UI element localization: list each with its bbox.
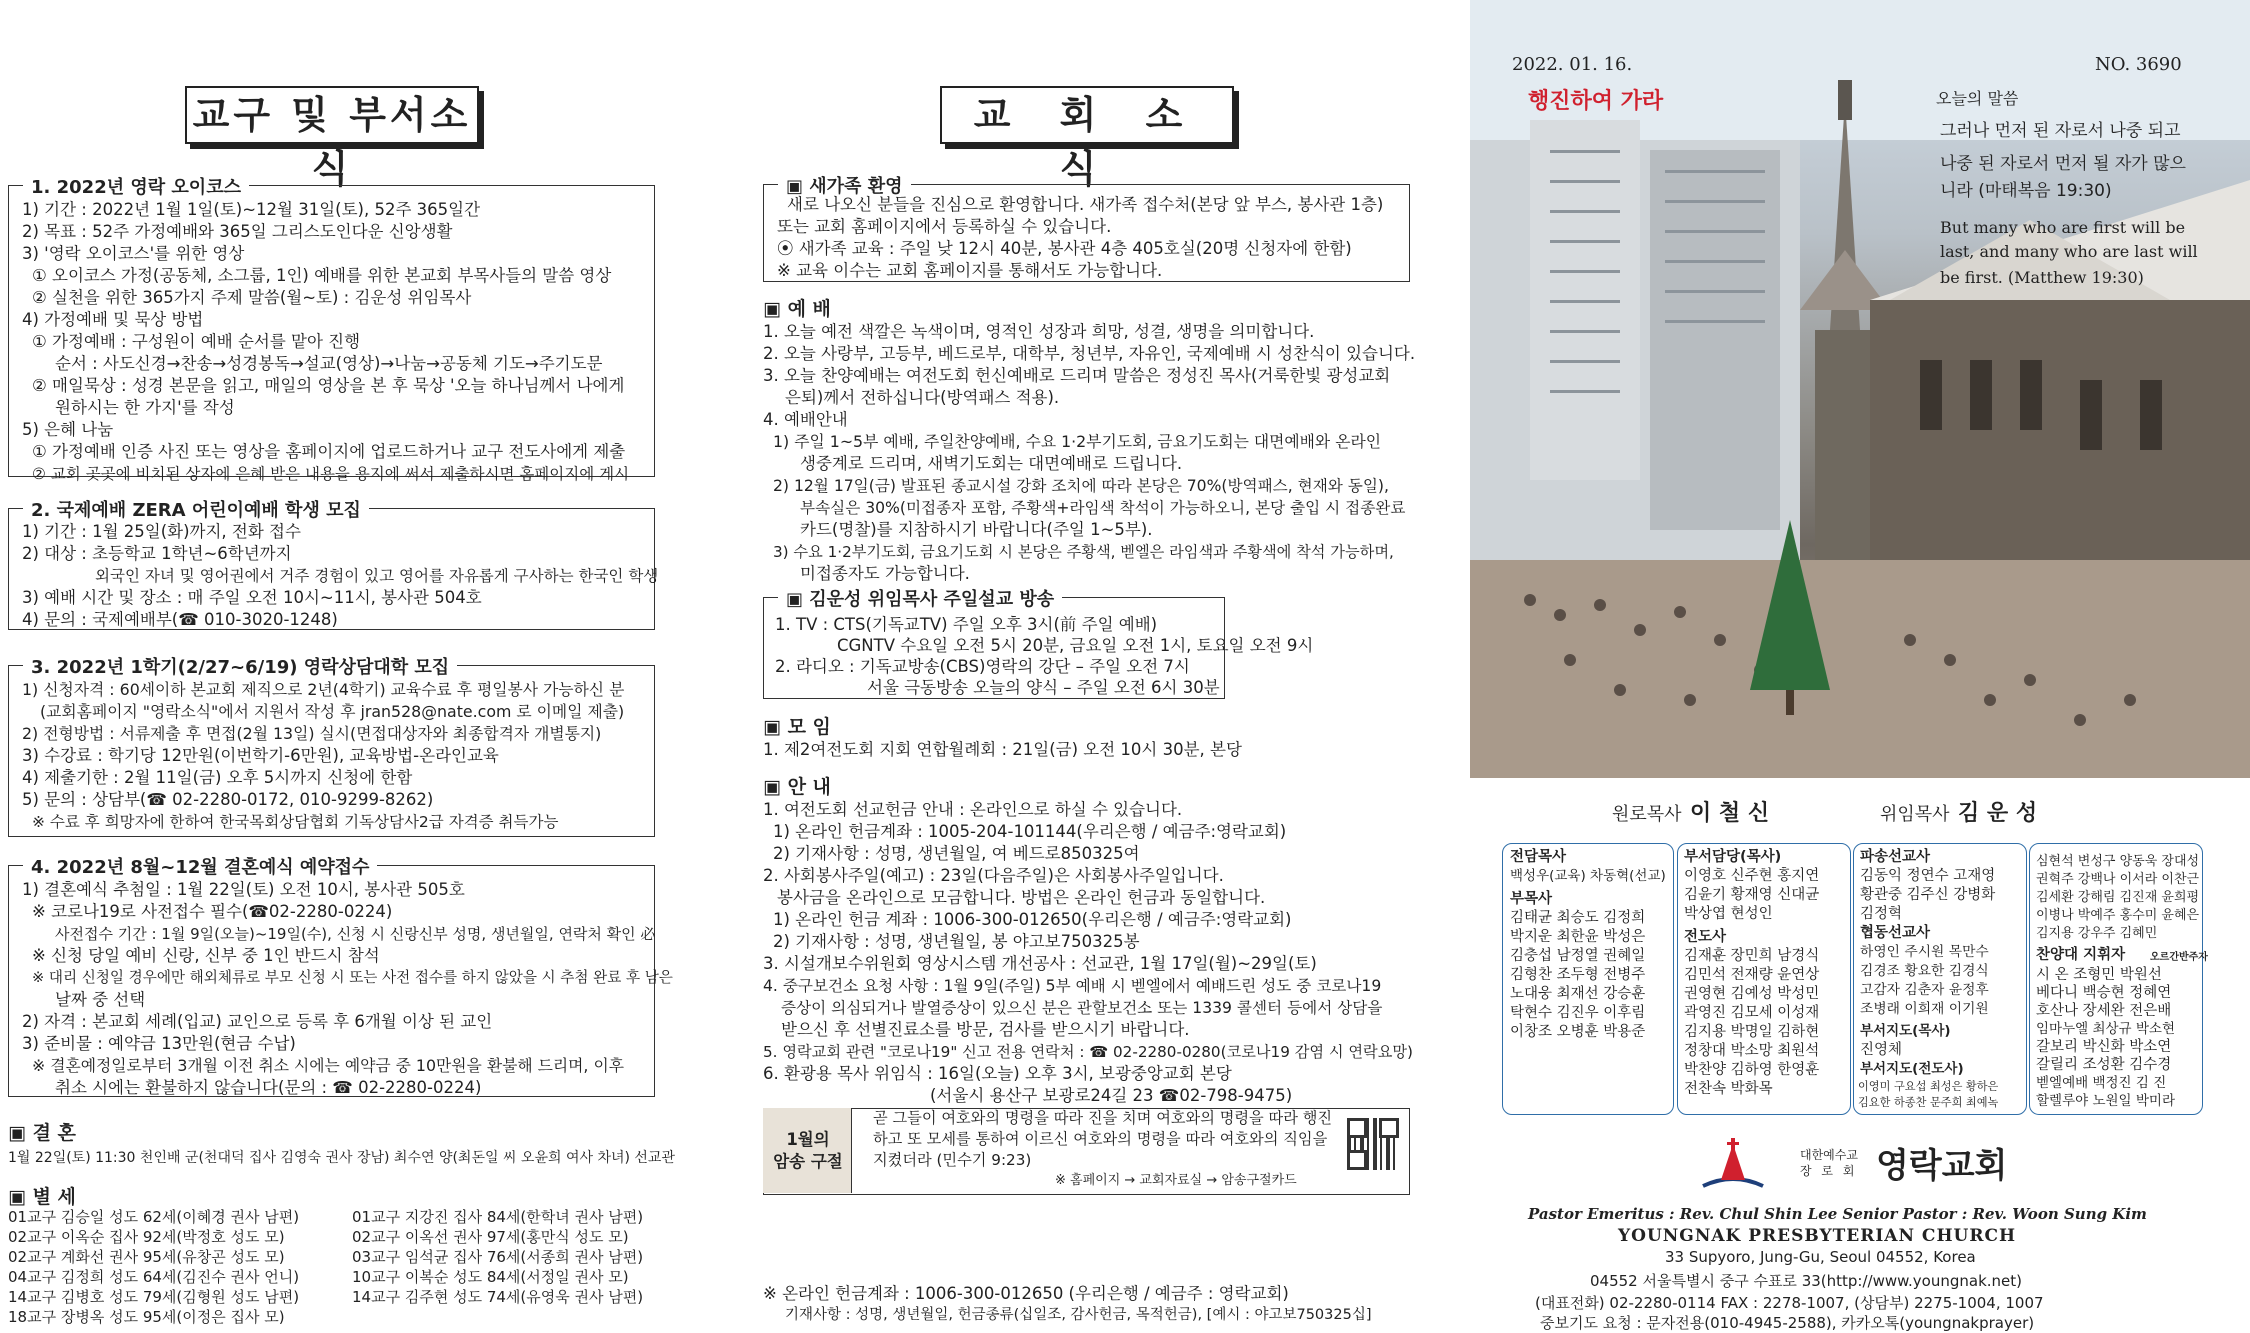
notice-line: 3. 시설개보수위원회 영상시스템 개선공사 : 선교관, 1월 17일(월)~29일(토) xyxy=(763,954,1317,973)
church-logo xyxy=(1698,1136,1768,1192)
oikos-line: ② 교회 곳곳에 비치된 상자에 은혜 받은 내용을 용지에 써서 제출하시면 홈페이지에 게시 xyxy=(32,465,630,483)
oikos-line: 4) 가정예배 및 묵상 방법 xyxy=(22,310,204,329)
staff-line: 김형찬 조두형 전병주 xyxy=(1510,967,1646,983)
staff-line: 전찬속 박화목 xyxy=(1684,1081,1773,1097)
church-illustration xyxy=(1470,0,2250,778)
staff-line: 벧엘예배 백정진 김 진 xyxy=(2036,1075,2167,1091)
counsel-line: 1) 신청자격 : 60세이하 본교회 제직으로 2년(4학기) 교육수료 후 평일봉사 가능하신 분 xyxy=(22,680,625,699)
oikos-line: ① 가정예배 인증 사진 또는 영상을 홈페이지에 업로드하거나 교구 전도사에게 제출 xyxy=(32,442,626,461)
obituary-item: 02교구 계화선 권사 95세(유창곤 성도 모) xyxy=(8,1248,285,1266)
staff-line: 노대웅 최재선 강승훈 xyxy=(1510,986,1646,1002)
staff-line: 김윤기 황재영 신대균 xyxy=(1684,887,1820,903)
oikos-line: 1) 기간 : 2022년 1월 1일(토)~12월 31일(토), 52주 365일간 xyxy=(22,200,481,219)
staff-line: 박상엽 현성인 xyxy=(1684,906,1773,922)
notice-heading: ▣ 안 내 xyxy=(763,772,831,799)
wedding-line: 1월 22일(토) 11:30 천인배 군(천대덕 집사 김영숙 권사 장남) 최수연 양(최돈일 씨 오윤희 여사 차녀) 선교관 xyxy=(8,1150,675,1166)
staff-line: 이영호 신주현 홍지연 xyxy=(1684,868,1820,884)
welcome-line: 새로 나오신 분들을 진심으로 환영합니다. 새가족 접수처(본당 앞 부스, 봉사관 1층) xyxy=(787,195,1384,214)
memory-verse-line: 하고 또 모세를 통하여 이르신 여호와의 명령을 따라 여호와의 직임을 xyxy=(873,1130,1328,1148)
wedding-reserve-line: 3) 준비물 : 예약금 13만원(현금 수납) xyxy=(22,1034,296,1053)
staff-line: 김지용 박명일 김하현 xyxy=(1684,1024,1820,1040)
counsel-line: ※ 수료 후 희망자에 한하여 한국목회상담협회 기독상담사2급 자격증 취득가능 xyxy=(32,813,559,831)
staff-line: 박지운 최한윤 박성은 xyxy=(1510,929,1646,945)
staff-title: 부서담당(목사) xyxy=(1684,849,1782,865)
contact-phones: (대표전화) 02-2280-0114 FAX : 2278-1007, (상담부) 2275-1004, 1007 xyxy=(1535,1294,2044,1312)
staff-line: 권혁주 강백나 이서라 이찬근 xyxy=(2036,872,2200,887)
notice-line: 1) 온라인 헌금 계좌 : 1006-300-012650(우리은행 / 예금주:영락교회) xyxy=(773,910,1292,929)
staff-line: 권영현 김예성 박성민 xyxy=(1684,986,1820,1002)
worship-line: 생중계로 드리며, 새벽기도회는 대면예배로 드립니다. xyxy=(800,454,1183,473)
welcome-line: 또는 교회 홈페이지에서 등록하실 수 있습니다. xyxy=(777,217,1112,236)
staff-line: 백성우(교육) 차동혁(선교) xyxy=(1510,868,1666,884)
staff-title: 파송선교사 xyxy=(1860,849,1931,865)
staff-line: 고감자 김춘자 윤정후 xyxy=(1860,982,1989,998)
qr-corner xyxy=(1347,1118,1367,1138)
offering-note: 기재사항 : 성명, 생년월일, 헌금종류(십일조, 감사헌금, 목적헌금), [예시 : 야고보750325십] xyxy=(785,1307,1372,1323)
worship-line: 3. 오늘 찬양예배는 여전도회 헌신예배로 드리며 말씀은 정성진 목사(거룩한빛 광성교회 xyxy=(763,366,1391,385)
memory-verse-line: 곧 그들이 여호와의 명령을 따라 진을 치며 여호와의 명령을 따라 행진 xyxy=(873,1109,1333,1127)
obituary-item: 02교구 이옥선 권사 97세(홍만식 성도 모) xyxy=(352,1228,629,1246)
zera-line: 3) 예배 시간 및 장소 : 매 주일 오전 10시~11시, 봉사관 504호 xyxy=(22,588,482,607)
obituary-item: 14교구 김주현 성도 74세(유영욱 권사 남편) xyxy=(352,1288,644,1306)
counsel-line: (교회홈페이지 "영락소식"에서 지원서 작성 후 jran528@nate.com 로 이메일 제출) xyxy=(40,702,625,721)
worship-line: 3) 수요 1·2부기도회, 금요기도회 시 본당은 주황색, 벧엘은 라임색과 주황색에 착석 가능하며, xyxy=(773,543,1394,561)
staff-line: 조병래 이희재 이기원 xyxy=(1860,1001,1989,1017)
notice-line: 2) 기재사항 : 성명, 생년월일, 봉 야고보750325봉 xyxy=(773,932,1140,951)
memory-verse-label: 1월의 xyxy=(786,1130,830,1149)
pastor-emeritus-name: 이 철 신 xyxy=(1690,801,1770,826)
worship-line: 은퇴)께서 전하십니다(방역패스 적용). xyxy=(785,388,1060,407)
memory-verse-line: 지켰더라 (민수기 9:23) xyxy=(873,1151,1032,1169)
meeting-heading: ▣ 모 임 xyxy=(763,712,831,739)
staff-line: 김정혁 xyxy=(1860,906,1903,922)
meeting-line: 1. 제2여전도회 지회 연합월례회 : 21일(금) 오전 10시 30분, 본당 xyxy=(763,740,1242,759)
wedding-heading: ▣ 결 혼 xyxy=(8,1118,76,1145)
staff-line: 김태균 최승도 김정희 xyxy=(1510,910,1646,926)
notice-line: 1. 여전도회 선교헌금 안내 : 온라인으로 하실 수 있습니다. xyxy=(763,800,1183,819)
staff-title: 오르간반주자 xyxy=(2150,952,2208,963)
worship-line: 1) 주일 1~5부 예배, 주일찬양예배, 수요 1·2부기도회, 금요기도회는 대면예배와 온라인 xyxy=(773,432,1381,451)
wedding-reserve-line: ※ 대리 신청일 경우에만 해외체류로 부모 신청 시 또는 사전 접수를 하지 않았을 시 추첨 완료 후 남은 xyxy=(32,969,673,986)
obituary-item: 18교구 장병옥 성도 95세(이정은 집사 모) xyxy=(8,1308,285,1326)
memory-verse-label: 암송 구절 xyxy=(773,1152,843,1171)
worship-line: 1. 오늘 예전 색깔은 녹색이며, 영적인 성장과 희망, 성결, 생명을 의미합니다. xyxy=(763,322,1315,341)
staff-title: 찬양대 지휘자 xyxy=(2036,947,2126,963)
wedding-reserve-line: ※ 신청 당일 예비 신랑, 신부 중 1인 반드시 참석 xyxy=(32,946,380,965)
denomination-label: 장 로 회 xyxy=(1800,1164,1858,1178)
church-logo-icon xyxy=(1698,1136,1768,1192)
zera-line: 4) 문의 : 국제예배부(☎ 010-3020-1248) xyxy=(22,610,338,629)
staff-line: 황관중 김주신 강병화 xyxy=(1860,887,1996,903)
notice-line: 받으신 후 선별진료소를 방문, 검사를 받으시기 바랍니다. xyxy=(781,1020,1190,1039)
staff-line: 이영미 구요섭 최성은 황하은 xyxy=(1858,1080,1999,1093)
sermon-title: 행진하여 가라 xyxy=(1528,89,1664,114)
wedding-reserve-line: ※ 코로나19로 사전접수 필수(☎02-2280-0224) xyxy=(32,902,393,921)
zera-line: 1) 기간 : 1월 25일(화)까지, 전화 접수 xyxy=(22,522,301,541)
bulletin-number: NO. 3690 xyxy=(2095,54,2182,75)
staff-line: 김요한 하종찬 문주희 최예녹 xyxy=(1858,1096,1999,1109)
staff-line: 갈보리 박신화 박소연 xyxy=(2036,1039,2172,1055)
broadcast-heading: ▣ 김운성 위임목사 주일설교 방송 xyxy=(778,585,1062,611)
obituary-item: 10교구 이복순 성도 84세(서정일 권사 모) xyxy=(352,1268,629,1286)
counsel-line: 5) 문의 : 상담부(☎ 02-2280-0172, 010-9299-8262) xyxy=(22,790,434,809)
staff-line: 하영인 주시원 목만수 xyxy=(1860,944,1989,960)
verse-en-line: last, and many who are last will xyxy=(1940,242,2198,261)
left-column xyxy=(0,0,675,1330)
obituary-item: 01교구 지강진 집사 84세(한학녀 권사 남편) xyxy=(352,1208,644,1226)
staff-line: 김세환 강해림 김진재 윤희평 xyxy=(2036,890,2200,905)
prayer-request: 중보기도 요청 : 문자전용(010-4945-2588), 카카오톡(youngnakprayer) xyxy=(1540,1314,2035,1332)
wedding-reserve-line: 2) 자격 : 본교회 세례(입교) 교인으로 등록 후 6개월 이상 된 교인 xyxy=(22,1012,493,1031)
zera-line: 외국인 자녀 및 영어권에서 거주 경험이 있고 영어를 자유롭게 구사하는 한국인 학생 xyxy=(95,567,659,585)
worship-line: 미접종자도 가능합니다. xyxy=(800,564,970,583)
staff-line: 베다니 백승현 정혜연 xyxy=(2036,985,2172,1001)
wedding-reserve-line: 날짜 중 선택 xyxy=(55,990,146,1009)
staff-line: 심현석 변성구 양동욱 장대성 xyxy=(2036,854,2200,869)
staff-line: 호산나 장세완 전은배 xyxy=(2036,1003,2172,1019)
qr-corner xyxy=(1347,1150,1367,1170)
zera-line: 2) 대상 : 초등학교 1학년~6학년까지 xyxy=(22,544,292,563)
obituary-item: 03교구 임석균 집사 76세(서종희 권사 남편) xyxy=(352,1248,644,1266)
staff-line: 갈릴리 조성환 김수경 xyxy=(2036,1057,2172,1073)
staff-line: 정창대 박소망 최원석 xyxy=(1684,1043,1820,1059)
qr-code[interactable] xyxy=(1347,1118,1399,1170)
broadcast-line: 2. 라디오 : 기독교방송(CBS)영락의 강단 – 주일 오전 7시 xyxy=(775,657,1190,676)
korean-address: 04552 서울특별시 중구 수표로 33(http://www.youngnak.net) xyxy=(1590,1272,2022,1290)
notice-line: 4. 중구보건소 요청 사항 : 1월 9일(주일) 5부 예배 시 벧엘에서 예배드린 성도 중 코로나19 xyxy=(763,977,1382,995)
wedding-reserve-heading: 4. 2022년 8월~12월 결혼예식 예약접수 xyxy=(23,853,377,879)
obituary-item: 04교구 김정희 성도 64세(김진수 권사 언니) xyxy=(8,1268,300,1286)
church-name: 영락교회 xyxy=(1876,1146,2008,1186)
worship-line: 2) 12월 17일(금) 발표된 종교시설 강화 조치에 따라 본당은 70%(방역패스, 현재와 동일), xyxy=(773,477,1389,495)
welcome-line: ⦿ 새가족 교육 : 주일 낮 12시 40분, 봉사관 4층 405호실(20명 신청자에 한함) xyxy=(777,239,1352,258)
english-address: 33 Supyoro, Jung-Gu, Seoul 04552, Korea xyxy=(1665,1248,1976,1266)
staff-line: 김민석 전재량 윤연상 xyxy=(1684,967,1820,983)
church-photo xyxy=(1470,0,2250,778)
staff-line: 김동익 정연수 고재영 xyxy=(1860,868,1996,884)
senior-pastor-label: 위임목사 xyxy=(1880,804,1950,825)
worship-line: 2. 오늘 사랑부, 고등부, 베드로부, 대학부, 청년부, 자유인, 국제예배 시 성찬식이 있습니다. xyxy=(763,344,1416,363)
broadcast-line: 1. TV : CTS(기독교TV) 주일 오후 3시(前 주일 예배) xyxy=(775,615,1158,634)
oikos-line: ① 오이코스 가정(공동체, 소그룹, 1인) 예배를 위한 본교회 부목사들의 말씀 영상 xyxy=(32,266,612,285)
staff-line: 이창조 오병훈 박용준 xyxy=(1510,1024,1646,1040)
english-pastors: Pastor Emeritus : Rev. Chul Shin Lee Senior Pastor : Rev. Woon Sung Kim xyxy=(1528,1205,2147,1223)
verse-ko-line: 그러나 먼저 된 자로서 나중 되고 xyxy=(1940,121,2181,141)
word-label: 오늘의 말씀 xyxy=(1936,89,2019,108)
notice-line: 5. 영락교회 관련 "코로나19" 신고 전용 연락처 : ☎ 02-2280-0280(코로나19 감염 시 연락요망) xyxy=(763,1043,1413,1061)
bulletin-date: 2022. 01. 16. xyxy=(1512,54,1633,75)
verse-ko-line: 나중 된 자로서 먼저 될 자가 많으 xyxy=(1940,154,2186,174)
oikos-line: 2) 목표 : 52주 가정예배와 365일 그리스도인다운 신앙생활 xyxy=(22,222,453,241)
staff-line: 곽영진 김모세 이성재 xyxy=(1684,1005,1820,1021)
worship-line: 카드(명찰)를 지참하시기 바랍니다(주일 1~5부). xyxy=(800,520,1153,539)
oikos-heading: 1. 2022년 영락 오이코스 xyxy=(23,173,249,199)
staff-title: 전도사 xyxy=(1684,929,1727,945)
staff-line: 임마누엘 최상규 박소현 xyxy=(2036,1021,2175,1037)
senior-pastor-name: 김 운 성 xyxy=(1958,801,2038,826)
memory-verse-footer: ※ 홈페이지 → 교회자료실 → 암송구절카드 xyxy=(1055,1173,1297,1188)
notice-line: 6. 환광용 목사 위임식 : 16일(오늘) 오후 3시, 보광중앙교회 본당 xyxy=(763,1064,1232,1083)
left-title: 교구 및 부서소식 xyxy=(185,86,479,144)
notice-line: 1) 온라인 헌금계좌 : 1005-204-101144(우리은행 / 예금주:영락교회) xyxy=(773,822,1287,841)
counsel-heading: 3. 2022년 1학기(2/27~6/19) 영락상담대학 모집 xyxy=(23,653,457,679)
oikos-line: 5) 은혜 나눔 xyxy=(22,420,114,439)
staff-title: 부서지도(목사) xyxy=(1860,1023,1951,1039)
welcome-line: ※ 교육 이수는 교회 홈페이지를 통해서도 가능합니다. xyxy=(777,261,1163,280)
staff-line: 할렐루야 노원일 박미라 xyxy=(2036,1093,2175,1109)
broadcast-line: 서울 극동방송 오늘의 양식 – 주일 오전 6시 30분 xyxy=(867,678,1220,697)
counsel-line: 2) 전형방법 : 서류제출 후 면접(2월 13일) 실시(면접대상자와 최종합격자 개별통지) xyxy=(22,724,602,743)
verse-ko-line: 니라 (마태복음 19:30) xyxy=(1940,181,2112,201)
notice-line: 증상이 의심되거나 발열증상이 있으신 분은 관할보건소 또는 1339 콜센터 등에서 상담을 xyxy=(781,999,1383,1017)
oikos-line: ② 실천을 위한 365가지 주제 말씀(월~토) : 김운성 위임목사 xyxy=(32,288,472,307)
staff-title: 부서지도(전도사) xyxy=(1860,1061,1964,1077)
oikos-line: 3) '영락 오이코스'를 위한 영상 xyxy=(22,244,245,263)
obituary-item: 14교구 김병호 성도 79세(김형원 성도 남편) xyxy=(8,1288,300,1306)
notice-line: 2) 기재사항 : 성명, 생년월일, 여 베드로850325여 xyxy=(773,844,1140,863)
welcome-heading: ▣ 새가족 환영 xyxy=(778,172,911,198)
pastor-emeritus-label: 원로목사 xyxy=(1612,804,1682,825)
obituary-item: 01교구 김승일 성도 62세(이혜경 권사 남편) xyxy=(8,1208,300,1226)
oikos-line: ① 가정예배 : 구성원이 예배 순서를 맡아 진행 xyxy=(32,332,361,351)
oikos-line: 순서 : 사도신경→찬송→성경봉독→설교(영상)→나눔→공동체 기도→주기도문 xyxy=(55,354,603,373)
english-church-name: YOUNGNAK PRESBYTERIAN CHURCH xyxy=(1618,1226,2017,1246)
denomination-label: 대한예수교 xyxy=(1800,1148,1858,1162)
middle-column xyxy=(755,0,1420,1330)
wedding-reserve-line: 취소 시에는 환불하지 않습니다(문의 : ☎ 02-2280-0224) xyxy=(55,1078,482,1097)
notice-line: 봉사금을 온라인으로 모금합니다. 방법은 온라인 헌금과 동일합니다. xyxy=(777,888,1266,907)
staff-line: 이병나 박예주 홍수미 윤혜은 xyxy=(2036,908,2200,923)
staff-line: 김충섭 남정열 권혜일 xyxy=(1510,948,1646,964)
broadcast-line: CGNTV 수요일 오전 5시 20분, 금요일 오전 1시, 토요일 오전 9시 xyxy=(837,636,1314,655)
staff-line: 김지용 강우주 김혜민 xyxy=(2036,926,2158,941)
wedding-reserve-line: ※ 결혼예정일로부터 3개월 이전 취소 시에는 예약금 중 10만원을 환불해 드리며, 이후 xyxy=(32,1056,624,1075)
qr-corner xyxy=(1379,1118,1399,1138)
zera-heading: 2. 국제예배 ZERA 어린이예배 학생 모집 xyxy=(23,496,369,522)
staff-title: 협동선교사 xyxy=(1860,925,1931,941)
staff-line: 진영체 xyxy=(1860,1042,1903,1058)
staff-title: 전담목사 xyxy=(1510,849,1567,865)
staff-title: 부목사 xyxy=(1510,891,1553,907)
worship-line: 4. 예배안내 xyxy=(763,410,848,429)
notice-line: 2. 사회봉사주일(예고) : 23일(다음주일)은 사회봉사주일입니다. xyxy=(763,866,1224,885)
counsel-line: 3) 수강료 : 학기당 12만원(이번학기-6만원), 교육방법-온라인교육 xyxy=(22,746,499,765)
worship-line: 부속실은 30%(미접종자 포함, 주황색+라임색 착석이 가능하오니, 본당 출입 시 접종완료 xyxy=(800,499,1406,517)
offering-account: ※ 온라인 헌금계좌 : 1006-300-012650 (우리은행 / 예금주 : 영락교회) xyxy=(763,1284,1289,1303)
oikos-line: ② 매일묵상 : 성경 본문을 읽고, 매일의 영상을 본 후 묵상 '오늘 하나님께서 나에게 xyxy=(32,376,625,395)
oikos-line: 원하시는 한 가지'를 작성 xyxy=(55,398,235,417)
wedding-reserve-line: 1) 결혼예식 추첨일 : 1월 22일(토) 오전 10시, 봉사관 505호 xyxy=(22,880,465,899)
verse-en-line: be first. (Matthew 19:30) xyxy=(1940,268,2144,287)
counsel-line: 4) 제출기한 : 2월 11일(금) 오후 5시까지 신청에 한함 xyxy=(22,768,413,787)
obituary-heading: ▣ 별 세 xyxy=(8,1182,76,1209)
obituary-item: 02교구 이옥순 집사 92세(박정호 성도 모) xyxy=(8,1228,285,1246)
staff-line: 시 온 조형민 박원선 xyxy=(2036,967,2162,983)
verse-en-line: But many who are first will be xyxy=(1940,218,2186,237)
middle-title: 교 회 소 식 xyxy=(940,86,1234,144)
wedding-reserve-line: 사전접수 기간 : 1월 9일(오늘)~19일(수), 신청 시 신랑신부 성명, 생년월일, 연락처 확인 必 xyxy=(55,925,656,943)
staff-line: 김재훈 장민희 남경식 xyxy=(1684,948,1820,964)
staff-line: 박찬양 김하영 한영훈 xyxy=(1684,1062,1820,1078)
notice-line: (서울시 용산구 보광로24길 23 ☎02-798-9475) xyxy=(930,1086,1293,1105)
staff-line: 탁현수 김진우 이후림 xyxy=(1510,1005,1646,1021)
staff-line: 김경조 황요한 김경식 xyxy=(1860,963,1989,979)
worship-heading: ▣ 예 배 xyxy=(763,294,831,321)
